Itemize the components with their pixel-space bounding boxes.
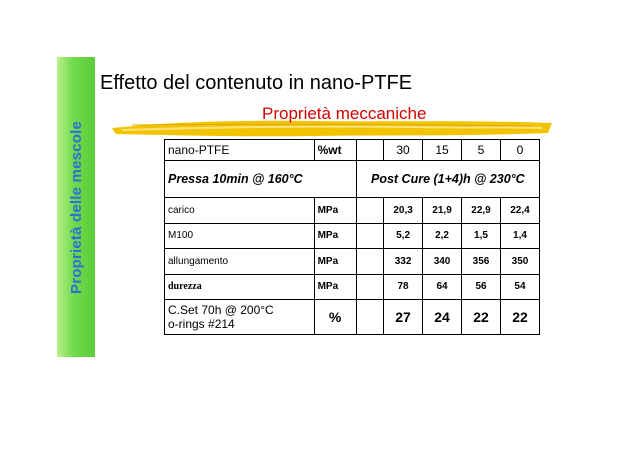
cset-value: 27 xyxy=(384,300,423,335)
property-value: 2,2 xyxy=(423,223,462,249)
empty-cell xyxy=(356,140,383,161)
property-value: 54 xyxy=(500,274,539,300)
property-value: 22,4 xyxy=(500,198,539,224)
table-header-row xyxy=(165,140,540,161)
cset-unit: % xyxy=(314,300,356,335)
side-banner-label: Proprietà delle mescole xyxy=(67,120,85,294)
header-unit: %wt xyxy=(314,140,356,161)
header-value: 5 xyxy=(462,140,501,161)
empty-cell xyxy=(356,274,383,300)
property-unit: MPa xyxy=(314,198,356,224)
property-value: 340 xyxy=(423,249,462,275)
post-cure-conditions: Post Cure (1+4)h @ 230°C xyxy=(356,161,539,198)
table-row xyxy=(165,274,540,300)
cset-label xyxy=(165,300,315,335)
property-value: 78 xyxy=(384,274,423,300)
property-value: 64 xyxy=(423,274,462,300)
side-banner xyxy=(57,57,95,357)
header-value: 30 xyxy=(384,140,423,161)
empty-cell xyxy=(356,198,383,224)
empty-cell xyxy=(356,300,383,335)
cset-value: 22 xyxy=(462,300,501,335)
property-unit: MPa xyxy=(314,249,356,275)
cset-value: 24 xyxy=(423,300,462,335)
property-value: 56 xyxy=(462,274,501,300)
property-label: allungamento xyxy=(165,249,315,275)
cset-row xyxy=(165,300,540,335)
header-value: 0 xyxy=(500,140,539,161)
header-value: 15 xyxy=(423,140,462,161)
property-value: 21,9 xyxy=(423,198,462,224)
property-value: 356 xyxy=(462,249,501,275)
table-row xyxy=(165,198,540,224)
property-value: 20,3 xyxy=(384,198,423,224)
table-row xyxy=(165,223,540,249)
press-row xyxy=(165,161,540,198)
cset-label-line2: o-rings #214 xyxy=(168,317,235,331)
header-label: nano-PTFE xyxy=(165,140,315,161)
cset-value: 22 xyxy=(500,300,539,335)
table-row xyxy=(165,249,540,275)
property-value: 5,2 xyxy=(384,223,423,249)
property-value: 1,4 xyxy=(500,223,539,249)
property-label: durezza xyxy=(165,274,315,300)
property-value: 1,5 xyxy=(462,223,501,249)
empty-cell xyxy=(356,223,383,249)
property-unit: MPa xyxy=(314,223,356,249)
property-value: 350 xyxy=(500,249,539,275)
property-unit: MPa xyxy=(314,274,356,300)
press-conditions: Pressa 10min @ 160°C xyxy=(165,161,357,198)
property-label: M100 xyxy=(165,223,315,249)
slide-subtitle: Proprietà meccaniche xyxy=(262,104,427,123)
property-value: 332 xyxy=(384,249,423,275)
cset-label-line1: C.Set 70h @ 200°C xyxy=(168,303,274,317)
property-label: carico xyxy=(165,198,315,224)
property-value: 22,9 xyxy=(462,198,501,224)
slide-title: Effetto del contenuto in nano-PTFE xyxy=(100,72,413,94)
empty-cell xyxy=(356,249,383,275)
properties-table xyxy=(164,139,540,335)
